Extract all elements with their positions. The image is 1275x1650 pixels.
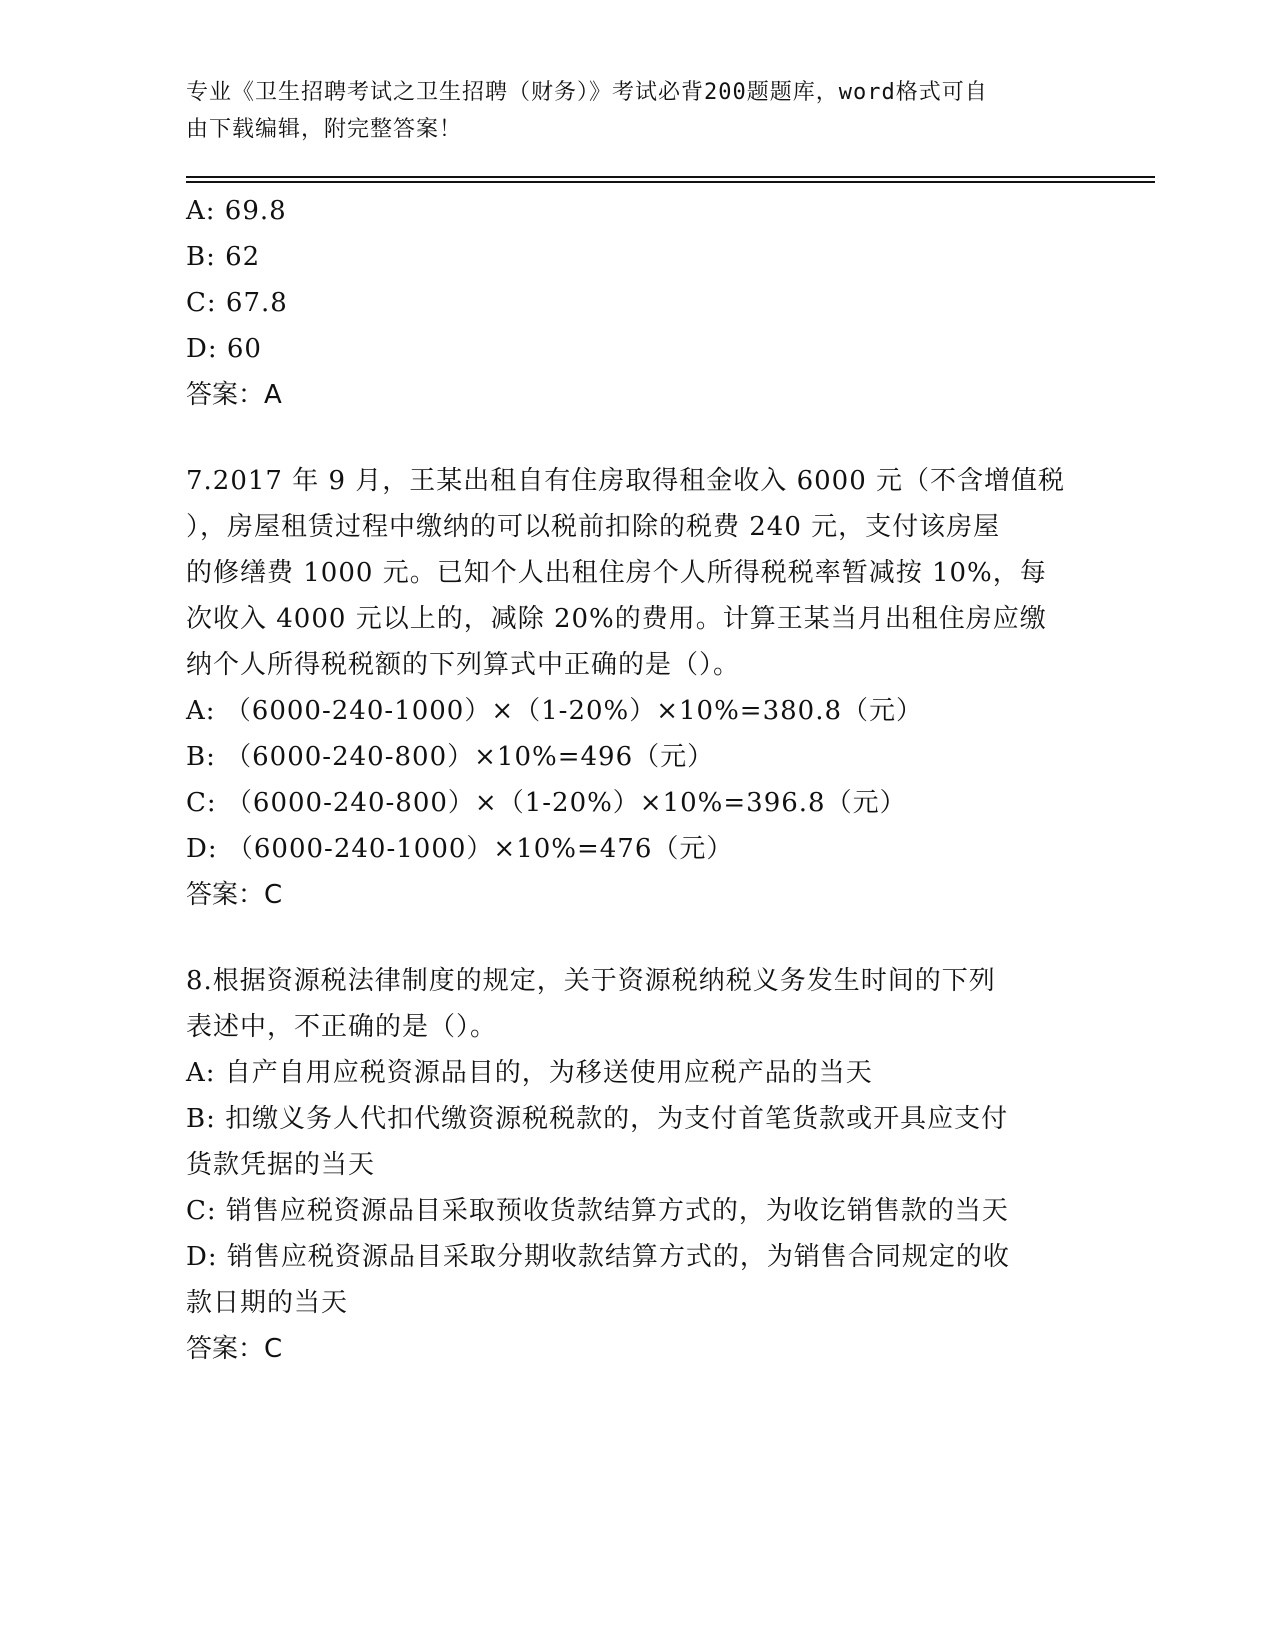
option-a: A: （6000-240-1000）×（1-20%）×10%=380.8（元） (186, 696, 924, 726)
option-b: B: 62 (186, 242, 261, 272)
option-a: A: 自产自用应税资源品目的，为移送使用应税产品的当天 (186, 1058, 873, 1088)
question-spacer (186, 918, 1086, 958)
option-b: B: 扣缴义务人代扣代缴资源税税款的，为支付首笔货款或开具应支付 货款凭据的当天 (186, 1104, 1009, 1180)
option-a: A: 69.8 (186, 196, 287, 226)
header-divider-top (186, 176, 1155, 178)
question-8 (186, 958, 1086, 1372)
option-c: C: 销售应税资源品目采取预收货款结算方式的，为收讫销售款的当天 (186, 1196, 1009, 1226)
answer-line: 答案：A (186, 380, 282, 410)
question-block-previous (186, 188, 1086, 418)
answer-line: 答案：C (186, 880, 283, 910)
question-stem: 8.根据资源税法律制度的规定，关于资源税纳税义务发生时间的下列 表述中，不正确的是（）。 (186, 966, 996, 1042)
answer-line: 答案：C (186, 1334, 283, 1364)
question-list (186, 188, 1086, 1372)
document-header: 专业《卫生招聘考试之卫生招聘（财务）》考试必背200题题库，word格式可自 由下载编辑，附完整答案！ (186, 80, 988, 142)
option-c: C: （6000-240-800）×（1-20%）×10%=396.8（元） (186, 788, 907, 818)
option-c: C: 67.8 (186, 288, 288, 318)
option-d: D: 销售应税资源品目采取分期收款结算方式的，为销售合同规定的收 款日期的当天 (186, 1242, 1010, 1318)
option-d: D: 60 (186, 334, 262, 364)
question-stem: 7.2017 年 9 月，王某出租自有住房取得租金收入 6000 元（不含增值税 ），房屋租赁过程中缴纳的可以税前扣除的税费 240 元，支付该房屋 的修缮费 1000 元。已知个人出租住房个人所得税税率暂减按 10%，每 次收入 4000 元以上的，减除 20%的费用。计算王某当月出租住房应缴 纳个人所得税税额的下列算式中正确的是（）。 (186, 466, 1066, 680)
option-b: B: （6000-240-800）×10%=496（元） (186, 742, 715, 772)
question-7 (186, 458, 1086, 918)
question-spacer (186, 418, 1086, 458)
option-d: D: （6000-240-1000）×10%=476（元） (186, 834, 734, 864)
header-divider-bottom (186, 181, 1155, 183)
